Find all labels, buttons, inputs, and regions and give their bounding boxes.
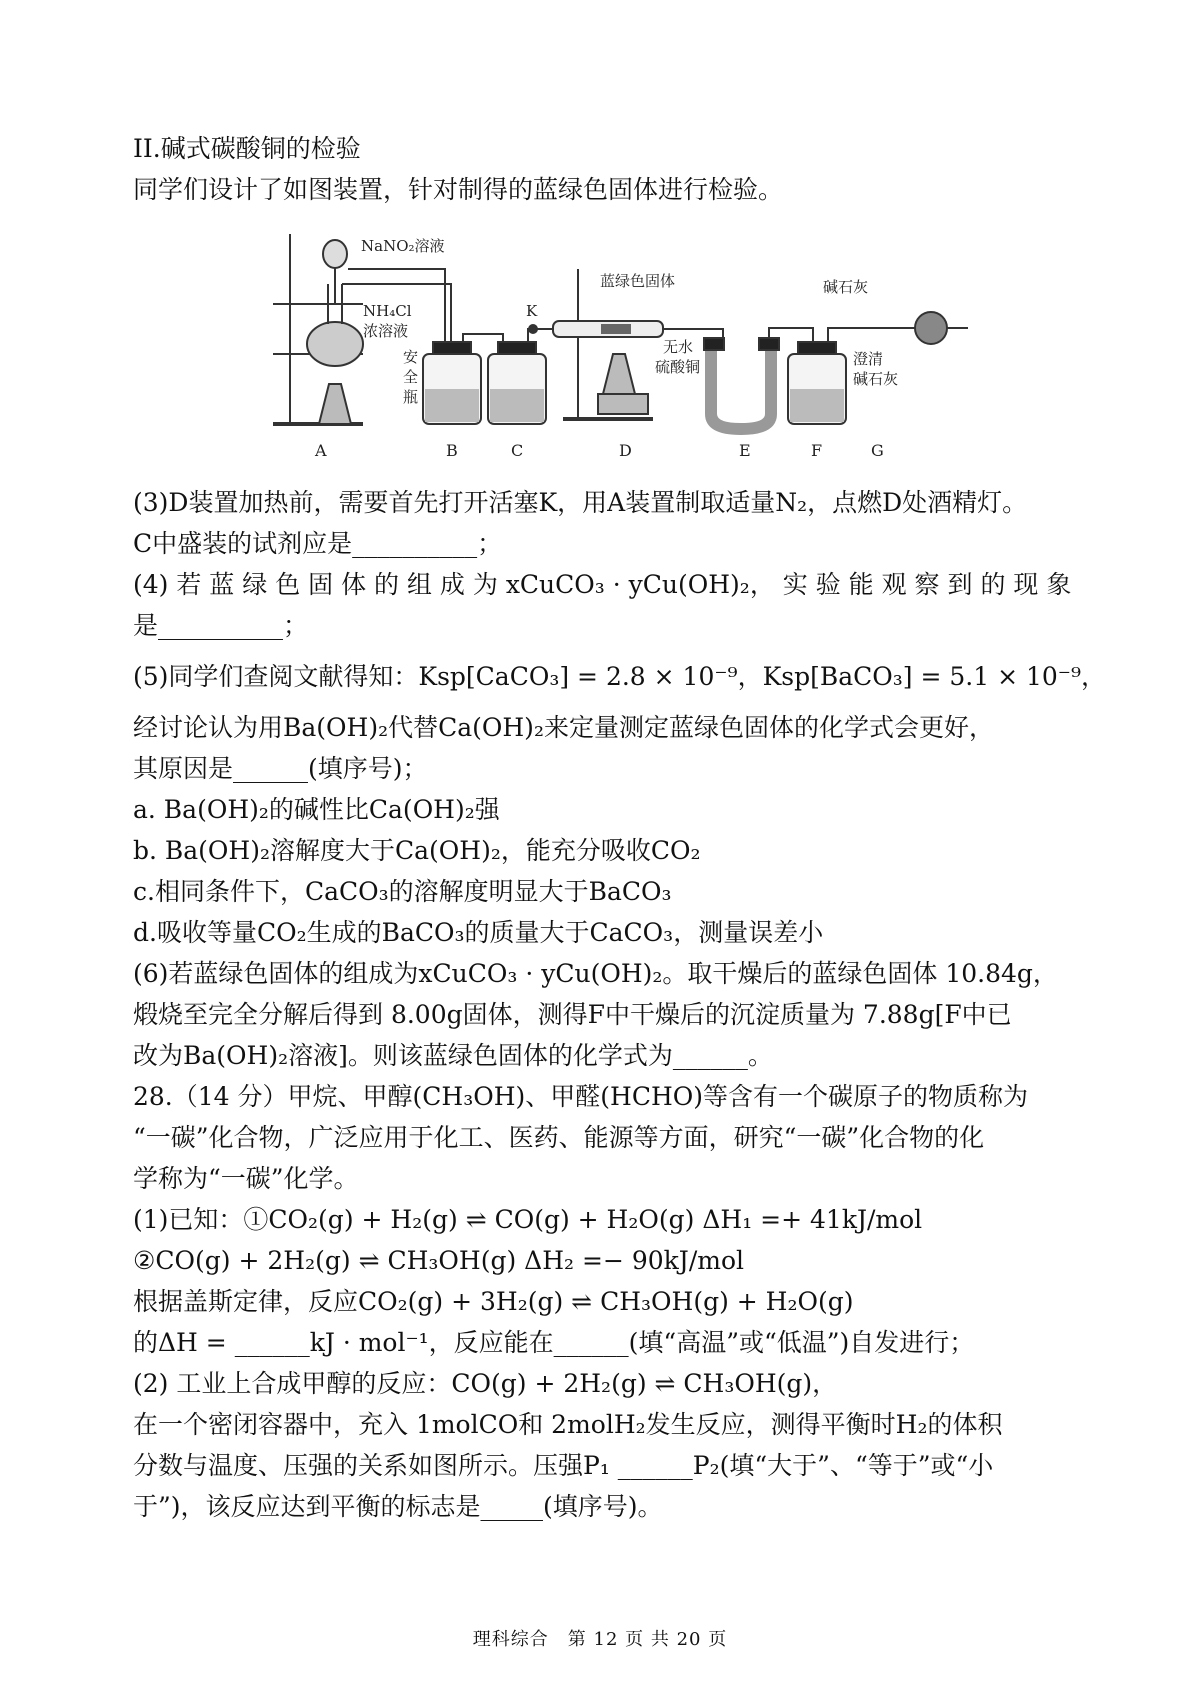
question-content (133, 128, 1106, 1527)
q28-line-1: 28.（14 分）甲烷、甲醇(CH₃OH)、甲醛(HCHO)等含有一个碳原子的物质称为 (133, 1082, 1029, 1111)
page-footer: 理科综合 第 12 页 共 20 页 (472, 1629, 728, 1650)
q5-line-2: 经讨论认为用Ba(OH)₂代替Ca(OH)₂来定量测定蓝绿色固体的化学式会更好， (133, 713, 994, 742)
label-anhydrous-2: 硫酸铜 (655, 358, 701, 376)
label-nh4cl-conc: 浓溶液 (363, 322, 409, 340)
q5-line-3: 其原因是______(填序号)； (133, 754, 428, 783)
label-k: K (526, 302, 538, 320)
q28-2-line-1: (2) 工业上合成甲醇的反应：CO(g) + 2H₂(g) ⇌ CH₃OH(g)， (133, 1369, 838, 1398)
label-nh4cl: NH₄Cl (363, 302, 412, 320)
q3-line-2: C中盛装的试剂应是__________； (133, 529, 503, 558)
q6-line-3: 改为Ba(OH)₂溶液]。则该蓝绿色固体的化学式为______。 (133, 1041, 773, 1070)
q3-line-1: (3)D装置加热前，需要首先打开活塞K，用A装置制取适量N₂，点燃D处酒精灯。 (133, 488, 1028, 517)
q28-1-line-4: 的ΔH = ______kJ · mol⁻¹，反应能在______(填“高温”或“低温”)自发进行； (133, 1328, 975, 1357)
q5-option-a: a. Ba(OH)₂的碱性比Ca(OH)₂强 (133, 795, 500, 824)
label-nano2: NaNO₂溶液 (361, 237, 445, 255)
label-safety-3: 瓶 (403, 388, 419, 406)
label-solid: 蓝绿色固体 (600, 272, 676, 290)
intro-text: 同学们设计了如图装置，针对制得的蓝绿色固体进行检验。 (133, 175, 784, 204)
label-safety-1: 安 (403, 348, 419, 366)
label-safety-2: 全 (403, 368, 419, 386)
label-c: C (511, 441, 524, 460)
q28-2-line-2: 在一个密闭容器中，充入 1molCO和 2molH₂发生反应，测得平衡时H₂的体积 (133, 1410, 1003, 1439)
q28-1-line-3: 根据盖斯定律，反应CO₂(g) + 3H₂(g) ⇌ CH₃OH(g) + H₂O(g) (133, 1287, 854, 1316)
label-b: B (446, 441, 458, 460)
q28-1-line-1: (1)已知：①CO₂(g) + H₂(g) ⇌ CO(g) + H₂O(g) ΔH₁ =+ 41kJ/mol (133, 1205, 923, 1234)
q5-option-d: d.吸收等量CO₂生成的BaCO₃的质量大于CaCO₃，测量误差小 (133, 918, 824, 947)
q5-line-1: (5)同学们查阅文献得知：Ksp[CaCO₃] = 2.8 × 10⁻⁹，Ksp[BaCO₃] = 5.1 × 10⁻⁹， (133, 662, 1106, 691)
q5-option-c: c.相同条件下，CaCO₃的溶解度明显大于BaCO₃ (133, 877, 672, 906)
label-clear-1: 澄清 (853, 350, 884, 368)
label-g: G (871, 441, 884, 460)
label-soda-lime: 碱石灰 (823, 278, 869, 296)
label-f: F (811, 441, 823, 460)
q6-line-2: 煅烧至完全分解后得到 8.00g固体，测得F中干燥后的沉淀质量为 7.88g[F中已 (133, 1000, 1012, 1029)
label-a: A (315, 441, 327, 460)
label-clear-2: 碱石灰 (853, 370, 899, 388)
q5-option-b: b. Ba(OH)₂溶解度大于Ca(OH)₂，能充分吸收CO₂ (133, 836, 701, 865)
q28-line-3: 学称为“一碳”化学。 (133, 1164, 359, 1193)
q4-line-1: (4) 若 蓝 绿 色 固 体 的 组 成 为 xCuCO₃ · yCu(OH)₂， 实 验 能 观 察 到 的 现 象 (133, 570, 1072, 599)
q28-line-2: “一碳”化合物，广泛应用于化工、医药、能源等方面，研究“一碳”化合物的化 (133, 1123, 985, 1152)
section-title: II.碱式碳酸铜的检验 (133, 134, 361, 163)
q28-2-line-4: 于”)，该反应达到平衡的标志是_____(填序号)。 (133, 1492, 663, 1521)
q28-2-line-3: 分数与温度、压强的关系如图所示。压强P₁ ______P₂(填“大于”、“等于”或“小 (133, 1451, 994, 1480)
q6-line-1: (6)若蓝绿色固体的组成为xCuCO₃ · yCu(OH)₂。取干燥后的蓝绿色固体 10.84g， (133, 959, 1058, 988)
label-e: E (739, 441, 751, 460)
label-anhydrous-1: 无水 (663, 338, 694, 356)
apparatus-diagram (133, 224, 1093, 474)
q28-1-line-2: ②CO(g) + 2H₂(g) ⇌ CH₃OH(g) ΔH₂ =− 90kJ/mol (133, 1246, 744, 1275)
q4-line-2: 是__________； (133, 611, 309, 640)
label-d: D (619, 441, 632, 460)
